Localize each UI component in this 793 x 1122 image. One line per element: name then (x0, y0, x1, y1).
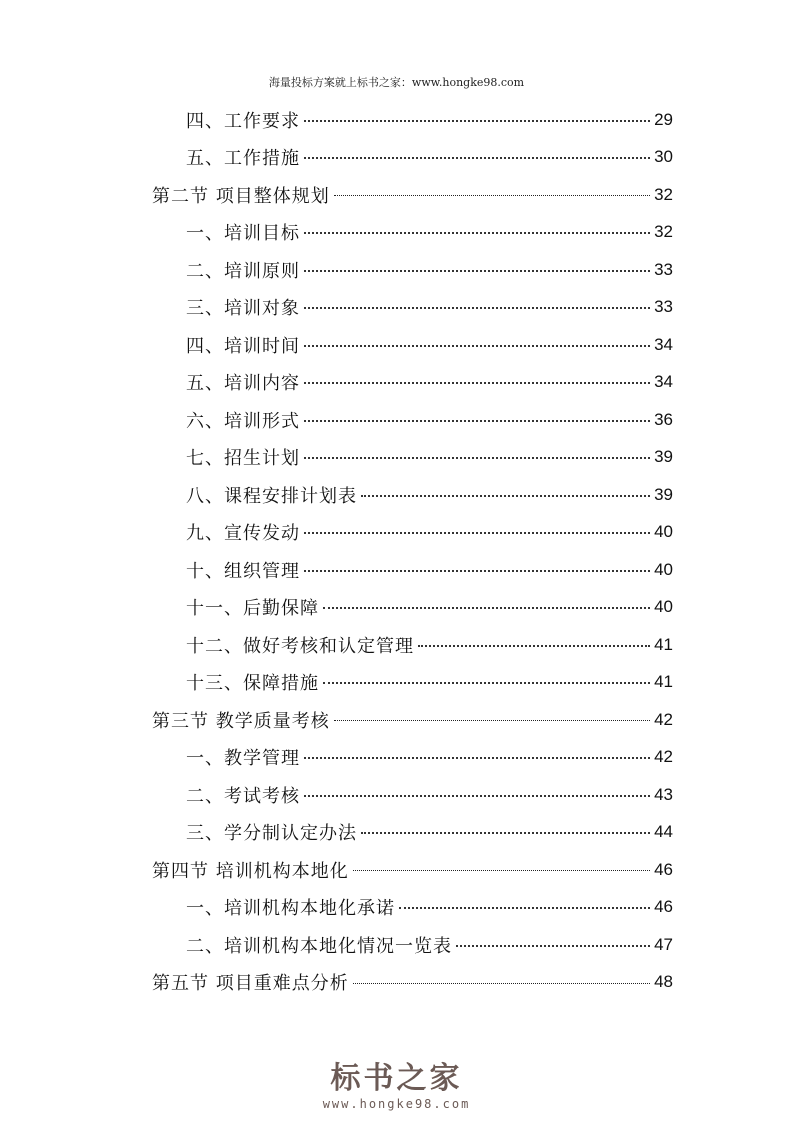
toc-entry-page: 33 (654, 259, 673, 279)
dot-leader (334, 720, 650, 721)
toc-entry[interactable] (186, 101, 673, 138)
dot-leader (418, 645, 650, 647)
toc-entry[interactable] (186, 251, 673, 288)
toc-entry-page: 33 (654, 297, 673, 316)
dot-leader (304, 270, 650, 272)
dot-leader (304, 420, 650, 422)
watermark-url: www.hongke98.com (322, 1097, 471, 1111)
toc-entry-label: 第三节 教学质量考核 (152, 710, 330, 732)
toc-entry-page: 42 (654, 709, 673, 729)
toc-entry-label: 四、培训时间 (186, 335, 300, 357)
toc-entry-page: 42 (654, 747, 673, 766)
toc-entry[interactable] (186, 589, 673, 626)
toc-section-entry[interactable] (152, 701, 673, 738)
dot-leader (304, 307, 650, 309)
dot-leader (304, 232, 650, 234)
toc-entry-label: 六、培训形式 (186, 410, 300, 432)
dot-leader (304, 382, 650, 384)
toc-entry-label: 八、课程安排计划表 (186, 485, 357, 507)
toc-entry-label: 二、培训机构本地化情况一览表 (186, 935, 452, 957)
toc-entry-label: 一、教学管理 (186, 748, 300, 769)
toc-entry-page: 34 (654, 334, 673, 354)
toc-entry[interactable] (186, 214, 673, 251)
toc-entry-page: 47 (654, 934, 673, 954)
dot-leader (323, 607, 650, 609)
toc-entry-page: 48 (654, 972, 673, 991)
dot-leader (399, 907, 650, 909)
dot-leader (323, 682, 650, 684)
toc-entry-page: 36 (654, 409, 673, 429)
toc-entry-label: 二、考试考核 (186, 785, 300, 807)
toc-entry[interactable] (186, 664, 673, 701)
toc-entry-label: 三、学分制认定办法 (186, 823, 357, 844)
toc-entry-label: 五、培训内容 (186, 373, 300, 394)
toc-entry[interactable] (186, 739, 673, 776)
toc-entry-label: 二、培训原则 (186, 260, 300, 282)
toc-entry-page: 40 (654, 597, 673, 616)
toc-entry-label: 第四节 培训机构本地化 (152, 860, 349, 882)
toc-section-entry[interactable] (152, 851, 673, 888)
toc-entry-label: 九、宣传发动 (186, 523, 300, 544)
toc-entry-label: 第二节 项目整体规划 (152, 185, 330, 207)
toc-entry-label: 三、培训对象 (186, 298, 300, 319)
toc-entry[interactable] (186, 514, 673, 551)
toc-entry-label: 十、组织管理 (186, 560, 300, 582)
toc-entry-page: 39 (654, 484, 673, 504)
toc-entry-page: 30 (654, 147, 673, 166)
toc-entry-label: 十二、做好考核和认定管理 (186, 635, 414, 657)
toc-entry-page: 34 (654, 372, 673, 391)
toc-entry[interactable] (186, 776, 673, 813)
toc-entry[interactable] (186, 401, 673, 438)
toc-entry-page: 39 (654, 447, 673, 466)
toc-entry-label: 四、工作要求 (186, 110, 300, 132)
watermark-logo: 标书之家 (330, 1061, 463, 1096)
dot-leader (353, 983, 650, 984)
toc-entry-label: 七、招生计划 (186, 448, 300, 469)
toc-entry[interactable] (186, 364, 673, 401)
toc-entry[interactable] (186, 926, 673, 963)
toc-entry-label: 十三、保障措施 (186, 673, 319, 694)
toc-entry[interactable] (186, 439, 673, 476)
toc-entry-page: 29 (654, 109, 673, 129)
toc-entry[interactable] (186, 289, 673, 326)
toc-section-entry[interactable] (152, 176, 673, 213)
toc-entry[interactable] (186, 551, 673, 588)
dot-leader (304, 757, 650, 759)
toc-entry[interactable] (186, 476, 673, 513)
dot-leader (361, 832, 650, 834)
toc-entry[interactable] (186, 326, 673, 363)
toc-entry-page: 32 (654, 222, 673, 241)
toc-entry-page: 46 (654, 897, 673, 916)
toc-section-entry[interactable] (152, 964, 673, 1001)
toc-entry-page: 40 (654, 559, 673, 579)
toc-entry[interactable] (186, 889, 673, 926)
toc-entry-label: 一、培训机构本地化承诺 (186, 898, 395, 919)
toc-entry-label: 一、培训目标 (186, 223, 300, 244)
toc-entry[interactable] (186, 814, 673, 851)
dot-leader (334, 195, 650, 196)
dot-leader (304, 157, 650, 159)
dot-leader (304, 795, 650, 797)
dot-leader (304, 457, 650, 459)
toc-entry-page: 46 (654, 859, 673, 879)
dot-leader (304, 345, 650, 347)
toc-entry-page: 32 (654, 184, 673, 204)
toc-entry[interactable] (186, 139, 673, 176)
toc-entry-label: 第五节 项目重难点分析 (152, 973, 349, 994)
page-header: 海量投标方案就上标书之家：www.hongke98.com (268, 76, 525, 89)
dot-leader (353, 870, 650, 871)
toc-entry-page: 40 (654, 522, 673, 541)
toc-entry[interactable] (186, 626, 673, 663)
dot-leader (456, 945, 650, 947)
toc-entry-label: 十一、后勤保障 (186, 598, 319, 619)
dot-leader (304, 570, 650, 572)
dot-leader (304, 532, 650, 534)
toc-entry-page: 43 (654, 784, 673, 804)
toc-entry-page: 44 (654, 822, 673, 841)
dot-leader (361, 495, 650, 497)
dot-leader (304, 120, 650, 122)
toc-entry-page: 41 (654, 672, 673, 691)
toc-entry-label: 五、工作措施 (186, 148, 300, 169)
toc-entry-page: 41 (654, 634, 673, 654)
